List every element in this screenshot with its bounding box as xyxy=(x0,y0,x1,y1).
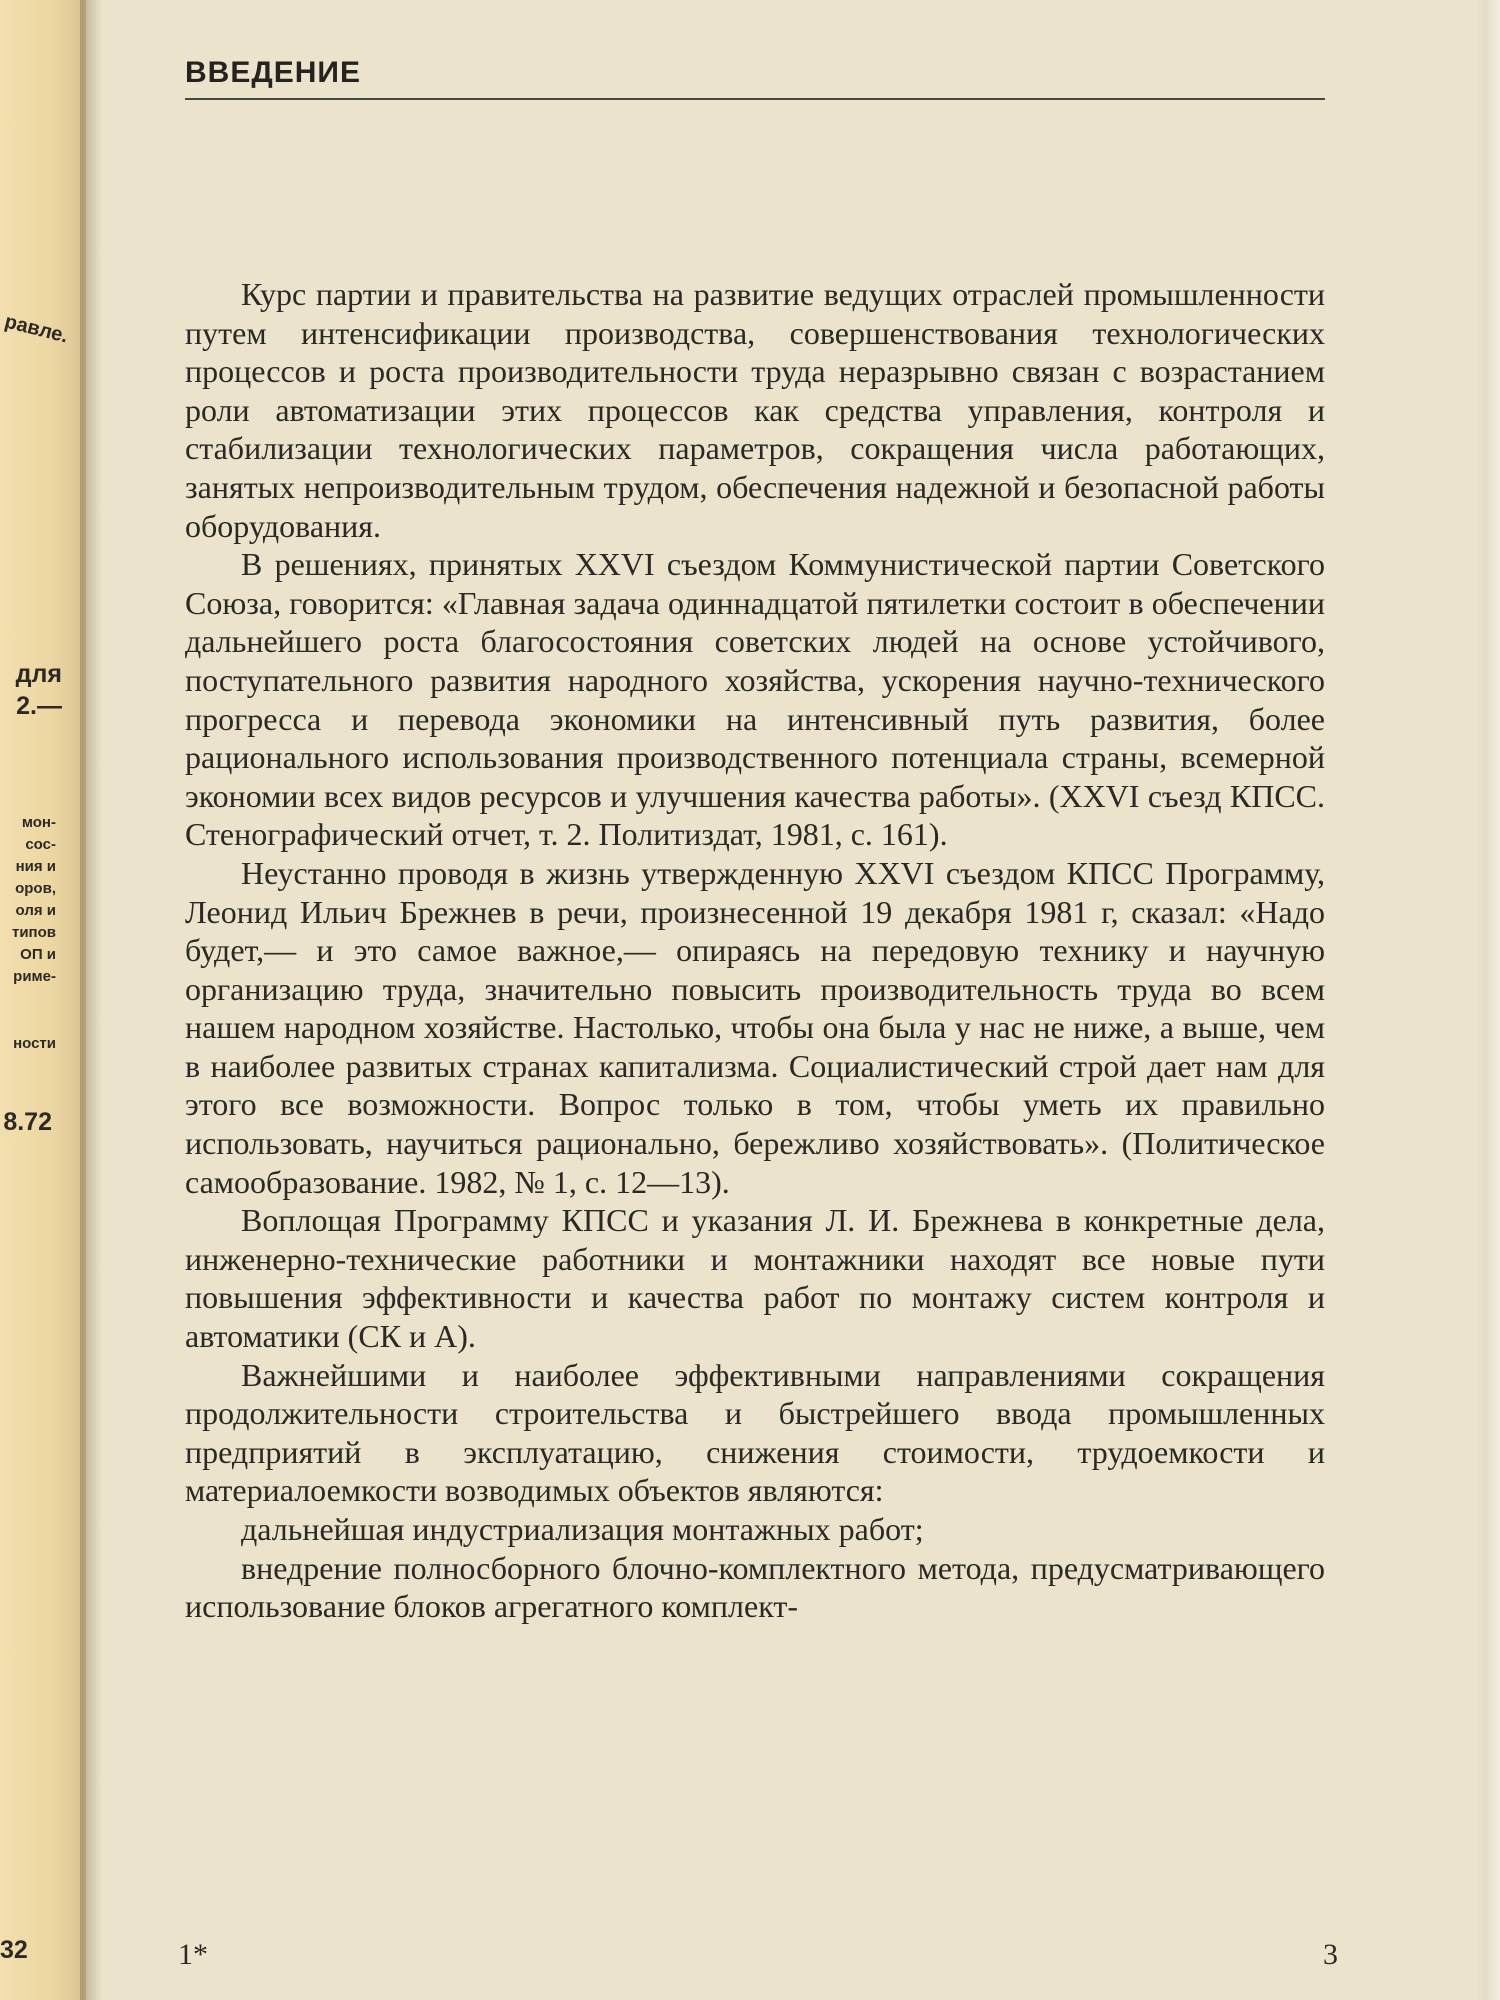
left-page-fragment: мон- xyxy=(21,814,56,831)
paragraph: Неустанно проводя в жизнь утвержденную XXVI съездом КПСС Программу, Леонид Ильич Брежнев в речи, произнесенной 19 декабря 1981 г, сказал: «Надо будет,— и это самое важное,— опираясь на передовую технику и научную организацию труда, значительно повысить производительность труда во всем нашем народном хозяйстве. Настолько, чтобы она была у нас не ниже, а выше, чем в наиболее развитых странах капитализма. Социалистический строй дает нам для этого все возможности. Вопрос только в том, чтобы уметь их правильно использовать, научиться рационально, бережливо хозяйствовать». (Политическое самообразование. 1982, № 1, с. 12—13). xyxy=(185,854,1325,1200)
left-page-fragment: ности xyxy=(13,1035,56,1052)
left-page-fragment: ния и xyxy=(15,858,56,875)
left-page-fragment: риме- xyxy=(13,968,56,985)
paragraph: В решениях, принятых XXVI съездом Коммунистической партии Советского Союза, говорится: «Главная задача одиннадцатой пятилетки состоит в обеспечении дальнейшего роста благосостояния советских людей на основе устойчивого, поступательного развития народного хозяйства, ускорения научно-технического прогресса и перевода экономики на интенсивный путь развития, более рационального использования производственного потенциала страны, всемерной экономии всех видов ресурсов и улучшения качества работы». (XXVI съезд КПСС. Стенографический отчет, т. 2. Политиздат, 1981, с. 161). xyxy=(185,546,1325,853)
left-page-fragment: 2.— xyxy=(16,692,62,720)
book-gutter xyxy=(80,0,102,2000)
right-page-edge xyxy=(1476,0,1500,2000)
left-page-fragment: сос- xyxy=(25,836,56,853)
paragraph: дальнейшая индустриализация монтажных работ; xyxy=(241,1511,924,1547)
page-content xyxy=(185,56,1325,1626)
left-page-fragment: равле. xyxy=(1,310,70,348)
paragraph: Важнейшими и наиболее эффективными направлениями сокращения продолжительности строительства и быстрейшего ввода промышленных предприятий в эксплуатацию, снижения стоимости, трудоемкости и материалоемкости возводимых объектов являются: xyxy=(185,1356,1325,1509)
chapter-heading: ВВЕДЕНИЕ xyxy=(185,56,361,89)
left-page-fragment: 32 xyxy=(0,1936,28,1964)
left-page-fragment: типов xyxy=(11,924,56,941)
left-page-fragment: 8.72 xyxy=(3,1108,52,1136)
heading-rule xyxy=(185,98,1325,100)
left-page-fragment: для xyxy=(15,660,62,688)
signature-mark: 1* xyxy=(178,1938,208,1971)
paragraph: внедрение полносборного блочно-комплектного метода, предусматривающего использование блоков агрегатного комплект- xyxy=(185,1549,1325,1625)
paragraph: Воплощая Программу КПСС и указания Л. И. Брежнева в конкретные дела, инженерно-технические работники и монтажники находят все новые пути повышения эффективности и качества работ по монтажу систем контроля и автоматики (СК и А). xyxy=(185,1202,1325,1355)
left-page-fragment: оля и xyxy=(15,902,56,919)
left-page-fragment: ОП и xyxy=(20,946,56,963)
paragraph: Курс партии и правительства на развитие ведущих отраслей промышленности путем интенсификации производства, совершенствования технологических процессов и роста производительности труда неразрывно связан с возрастанием роли автоматизации этих процессов как средства управления, контроля и стабилизации технологических параметров, сокращения числа работающих, занятых непроизводительным трудом, обеспечения надежной и безопасной работы оборудования. xyxy=(185,276,1325,544)
left-page-edge xyxy=(0,0,86,2000)
page-number: 3 xyxy=(1323,1938,1338,1971)
body-text xyxy=(185,275,1325,1626)
left-page-fragment: оров, xyxy=(15,880,56,897)
